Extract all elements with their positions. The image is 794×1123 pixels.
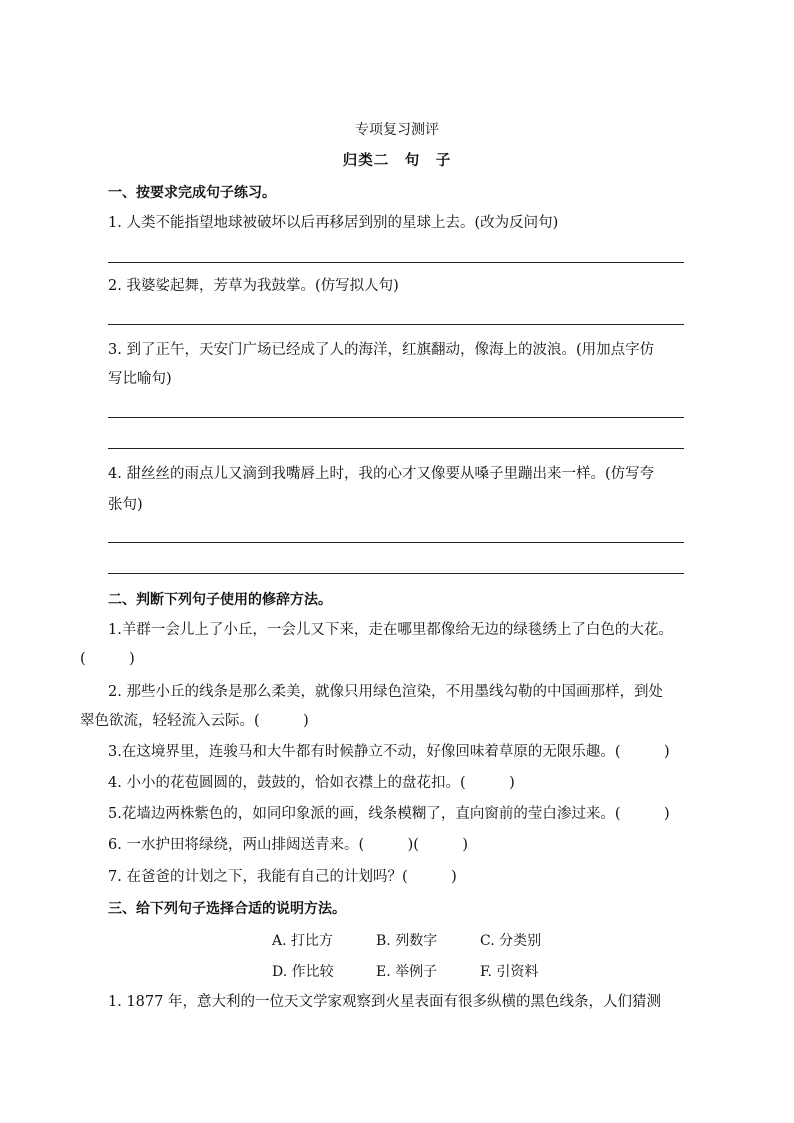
page-subtitle: 归类二 句 子 [342, 152, 452, 169]
section3-heading: 三、给下列句子选择合适的说明方法。 [108, 901, 346, 917]
section2-question-3: 3.在这境界里，连骏马和大牛都有时候静立不动，好像回味着草原的无限乐趣。( ) [108, 744, 670, 760]
section2-question-2-line1: 2. 那些小丘的线条是那么柔美，就像只用绿色渲染，不用墨线勾勒的中国画那样，到处 [108, 684, 663, 700]
section1-question-2: 2. 我婆娑起舞，芳草为我鼓掌。(仿写拟人句) [108, 278, 399, 294]
section2-question-7: 7. 在爸爸的计划之下，我能有自己的计划吗？( ) [108, 869, 457, 885]
section2-heading: 二、判断下列句子使用的修辞方法。 [108, 592, 332, 608]
section1-question-1: 1. 人类不能指望地球被破坏以后再移居到别的星球上去。(改为反问句) [108, 215, 559, 231]
option-f: F. 引资料 [480, 964, 539, 980]
answer-line[interactable] [108, 573, 684, 574]
option-e: E. 举例子 [376, 964, 438, 980]
answer-line[interactable] [108, 417, 684, 418]
section2-question-6: 6. 一水护田将绿绕，两山排闼送青来。( )( ) [108, 837, 469, 853]
answer-line[interactable] [108, 542, 684, 543]
option-a: A. 打比方 [272, 933, 334, 949]
section1-question-4-line1: 4. 甜丝丝的雨点儿又滴到我嘴唇上时，我的心才又像要从嗓子里蹦出来一样。(仿写夸 [108, 466, 655, 482]
section2-question-5: 5.花墙边两株紫色的，如同印象派的画，线条模糊了，直向窗前的莹白渗过来。( ) [108, 806, 670, 822]
section1-question-3-line2: 写比喻句) [108, 371, 172, 387]
option-b: B. 列数字 [376, 933, 438, 949]
answer-line[interactable] [108, 262, 684, 263]
section1-question-4-line2: 张句) [108, 497, 143, 513]
section2-question-4: 4. 小小的花苞圆圆的，鼓鼓的，恰如衣襟上的盘花扣。( ) [108, 775, 515, 791]
section2-question-1-answer[interactable]: ( ) [80, 651, 135, 667]
option-d: D. 作比较 [272, 964, 334, 980]
section1-heading: 一、按要求完成句子练习。 [108, 185, 276, 201]
option-c: C. 分类别 [480, 933, 542, 949]
section2-question-1-line1: 1.羊群一会儿上了小丘，一会儿又下来，走在哪里都像给无边的绿毯绣上了白色的大花。 [108, 622, 673, 638]
answer-line[interactable] [108, 448, 684, 449]
answer-line[interactable] [108, 324, 684, 325]
section1-question-3-line1: 3. 到了正午，天安门广场已经成了人的海洋，红旗翻动，像海上的波浪。(用加点字仿 [108, 342, 655, 358]
section3-question-1-line1: 1. 1877 年，意大利的一位天文学家观察到火星表面有很多纵横的黑色线条，人们猜测 [108, 994, 661, 1010]
section2-question-2-line2: 翠色欲流，轻轻流入云际。( ) [80, 713, 309, 729]
page-title: 专项复习测评 [355, 122, 439, 138]
